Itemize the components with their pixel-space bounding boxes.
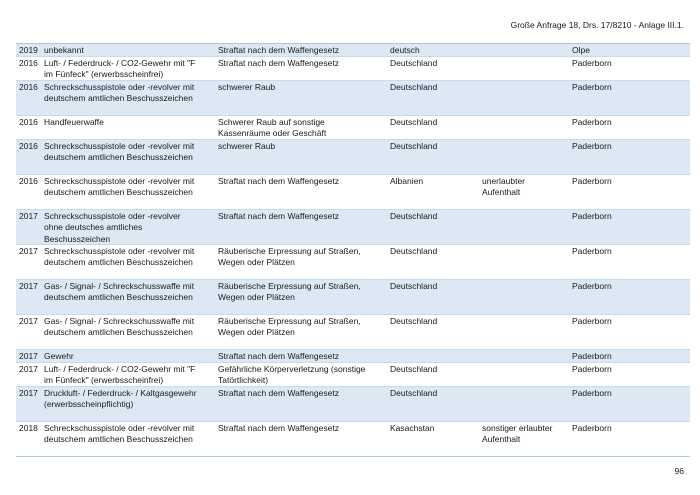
- nationality-cell: Kasachstan: [390, 423, 435, 433]
- document-header: Große Anfrage 18, Drs. 17/8210 - Anlage III.1.: [510, 20, 684, 30]
- city-cell: Paderborn: [572, 82, 612, 92]
- year-cell: 2017: [19, 316, 38, 326]
- weapon-cell: [44, 211, 226, 245]
- city-cell: Paderborn: [572, 423, 612, 433]
- weapon-cell-line: deutschem amtlichen Beschusszeichen: [44, 257, 193, 268]
- offense-cell: [218, 141, 388, 152]
- offense-cell-line: Kassenräume oder Geschäft: [218, 128, 327, 139]
- weapon-cell-line: ohne deutsches amtliches: [44, 222, 143, 233]
- weapon-cell-line: Handfeuerwaffe: [44, 117, 104, 127]
- residence-status-cell-line: Aufenthalt: [482, 187, 521, 198]
- year-cell: 2016: [19, 82, 38, 92]
- table-row: [16, 140, 690, 175]
- year-cell: 2017: [19, 246, 38, 256]
- weapon-cell: [44, 176, 226, 199]
- weapon-cell-line: deutschem amtlichen Beschusszeichen: [44, 292, 193, 303]
- weapon-cell-line: Schreckschusspistole oder -revolver mit: [44, 141, 195, 151]
- offense-cell-line: Straftat nach dem Waffengesetz: [218, 176, 339, 186]
- year-cell: 2016: [19, 117, 38, 127]
- weapon-cell-line: deutschem amtlichen Beschusszeichen: [44, 327, 193, 338]
- offense-cell: [218, 117, 388, 140]
- year-cell: 2017: [19, 351, 38, 361]
- weapon-cell-line: Schreckschusspistole oder -revolver mit: [44, 82, 195, 92]
- weapon-cell: [44, 45, 226, 56]
- weapon-cell-line: (erwerbsscheinpflichtig): [44, 399, 134, 410]
- city-cell: Paderborn: [572, 117, 612, 127]
- offense-cell: [218, 58, 388, 69]
- weapon-cell-line: unbekannt: [44, 45, 84, 55]
- weapon-cell-line: deutschem amtlichen Beschusszeichen: [44, 187, 193, 198]
- weapon-cell-line: Schreckschusspistole oder -revolver: [44, 211, 181, 221]
- weapon-cell-line: Druckluft- / Federdruck- / Kaltgasgewehr: [44, 388, 197, 398]
- year-cell: 2019: [19, 45, 38, 55]
- weapon-cell-line: deutschem amtlichen Beschusszeichen: [44, 152, 193, 163]
- nationality-cell: Deutschland: [390, 58, 438, 68]
- city-cell: Paderborn: [572, 58, 612, 68]
- residence-status-cell-line: sonstiger erlaubter: [482, 423, 553, 433]
- year-cell: 2017: [19, 281, 38, 291]
- table-row: [16, 44, 690, 57]
- nationality-cell: deutsch: [390, 45, 420, 55]
- weapon-cell-line: Schreckschusspistole oder -revolver mit: [44, 176, 195, 186]
- offense-cell-line: Straftat nach dem Waffengesetz: [218, 45, 339, 55]
- residence-status-cell: [482, 423, 567, 446]
- weapon-cell-line: Gewehr: [44, 351, 74, 361]
- offense-cell-line: Straftat nach dem Waffengesetz: [218, 211, 339, 221]
- offense-cell: [218, 211, 388, 222]
- offense-cell: [218, 423, 388, 434]
- offense-cell-line: Tatörtlichkeit): [218, 375, 269, 386]
- city-cell: Paderborn: [572, 141, 612, 151]
- year-cell: 2016: [19, 58, 38, 68]
- weapon-cell-line: Schreckschusspistole oder -revolver mit: [44, 423, 195, 433]
- offense-cell-line: schwerer Raub: [218, 82, 276, 92]
- weapon-cell-line: im Fünfeck" (erwerbsscheinfrei): [44, 375, 164, 386]
- nationality-cell: Deutschland: [390, 388, 438, 398]
- offense-cell: [218, 364, 388, 387]
- weapon-cell-line: im Fünfeck" (erwerbsscheinfrei): [44, 69, 164, 80]
- weapon-cell-line: deutschem amtlichen Beschusszeichen: [44, 434, 193, 445]
- table-row: [16, 175, 690, 210]
- offense-cell-line: Straftat nach dem Waffengesetz: [218, 388, 339, 398]
- offense-cell-line: Gefährliche Körperverletzung (sonstige: [218, 364, 366, 374]
- weapon-cell: [44, 364, 226, 387]
- table-row: [16, 315, 690, 350]
- nationality-cell: Deutschland: [390, 246, 438, 256]
- weapon-cell-line: Gas- / Signal- / Schreckschusswaffe mit: [44, 281, 195, 291]
- offense-cell-line: Wegen oder Plätzen: [218, 292, 295, 303]
- city-cell: Paderborn: [572, 364, 612, 374]
- weapon-cell: [44, 388, 226, 411]
- records-table: [16, 43, 690, 457]
- page-number: 96: [674, 466, 684, 476]
- table-row: [16, 363, 690, 387]
- offense-cell: [218, 316, 388, 339]
- city-cell: Paderborn: [572, 351, 612, 361]
- weapon-cell-line: Luft- / Federdruck- / CO2-Gewehr mit "F: [44, 364, 196, 374]
- residence-status-cell-line: unerlaubter: [482, 176, 526, 186]
- offense-cell: [218, 351, 388, 362]
- offense-cell: [218, 281, 388, 304]
- offense-cell: [218, 388, 388, 399]
- nationality-cell: Deutschland: [390, 316, 438, 326]
- nationality-cell: Deutschland: [390, 211, 438, 221]
- year-cell: 2016: [19, 176, 38, 186]
- table-row: [16, 57, 690, 81]
- nationality-cell: Deutschland: [390, 364, 438, 374]
- offense-cell-line: Straftat nach dem Waffengesetz: [218, 58, 339, 68]
- city-cell: Paderborn: [572, 246, 612, 256]
- weapon-cell: [44, 117, 226, 128]
- offense-cell-line: schwerer Raub: [218, 141, 276, 151]
- table-row: [16, 81, 690, 116]
- weapon-cell-line: Gas- / Signal- / Schreckschusswaffe mit: [44, 316, 195, 326]
- weapon-cell: [44, 58, 226, 81]
- table-row: [16, 350, 690, 363]
- offense-cell-line: Straftat nach dem Waffengesetz: [218, 351, 339, 361]
- offense-cell-line: Straftat nach dem Waffengesetz: [218, 423, 339, 433]
- offense-cell-line: Räuberische Erpressung auf Straßen,: [218, 316, 361, 326]
- table-row: [16, 422, 690, 456]
- city-cell: Paderborn: [572, 281, 612, 291]
- city-cell: Olpe: [572, 45, 590, 55]
- weapon-cell: [44, 246, 226, 269]
- nationality-cell: Albanien: [390, 176, 424, 186]
- weapon-cell: [44, 141, 226, 164]
- table-row: [16, 245, 690, 280]
- year-cell: 2017: [19, 211, 38, 221]
- nationality-cell: Deutschland: [390, 141, 438, 151]
- weapon-cell-line: Schreckschusspistole oder -revolver mit: [44, 246, 195, 256]
- year-cell: 2017: [19, 388, 38, 398]
- table-row: [16, 387, 690, 422]
- offense-cell: [218, 45, 388, 56]
- offense-cell-line: Wegen oder Plätzen: [218, 257, 295, 268]
- year-cell: 2018: [19, 423, 38, 433]
- residence-status-cell-line: Aufenthalt: [482, 434, 521, 445]
- city-cell: Paderborn: [572, 211, 612, 221]
- offense-cell-line: Räuberische Erpressung auf Straßen,: [218, 281, 361, 291]
- offense-cell: [218, 246, 388, 269]
- weapon-cell-line: deutschem amtlichen Beschusszeichen: [44, 93, 193, 104]
- city-cell: Paderborn: [572, 388, 612, 398]
- table-row: [16, 280, 690, 315]
- year-cell: 2016: [19, 141, 38, 151]
- city-cell: Paderborn: [572, 316, 612, 326]
- offense-cell-line: Wegen oder Plätzen: [218, 327, 295, 338]
- weapon-cell-line: Luft- / Federdruck- / CO2-Gewehr mit "F: [44, 58, 196, 68]
- weapon-cell: [44, 281, 226, 304]
- weapon-cell-line: Beschusszeichen: [44, 233, 111, 244]
- weapon-cell: [44, 82, 226, 105]
- offense-cell: [218, 82, 388, 93]
- weapon-cell: [44, 351, 226, 362]
- year-cell: 2017: [19, 364, 38, 374]
- city-cell: Paderborn: [572, 176, 612, 186]
- table-row: [16, 116, 690, 140]
- offense-cell-line: Räuberische Erpressung auf Straßen,: [218, 246, 361, 256]
- residence-status-cell: [482, 176, 567, 199]
- nationality-cell: Deutschland: [390, 117, 438, 127]
- offense-cell-line: Schwerer Raub auf sonstige: [218, 117, 325, 127]
- table-row: [16, 210, 690, 245]
- weapon-cell: [44, 316, 226, 339]
- nationality-cell: Deutschland: [390, 281, 438, 291]
- weapon-cell: [44, 423, 226, 446]
- offense-cell: [218, 176, 388, 187]
- nationality-cell: Deutschland: [390, 82, 438, 92]
